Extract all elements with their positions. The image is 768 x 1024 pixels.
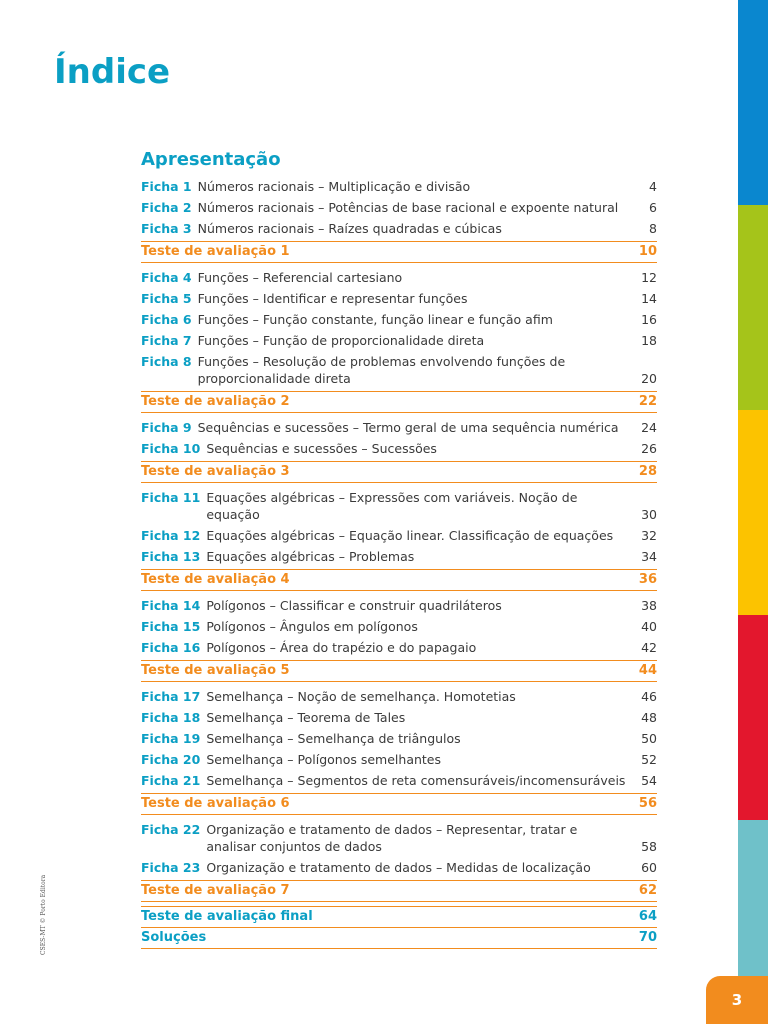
entry-page: 40 <box>641 619 657 634</box>
toc-entry[interactable] <box>141 616 657 637</box>
entry-label: Ficha 22 <box>141 822 201 837</box>
test-label: Teste de avaliação 7 <box>141 883 290 898</box>
entry-title: Semelhança – Segmentos de reta comensuráveis/incomensuráveis <box>206 773 626 788</box>
test-label: Teste de avaliação 6 <box>141 796 290 811</box>
toc-final-entry[interactable] <box>141 928 657 949</box>
toc-test-entry[interactable] <box>141 391 657 413</box>
entry-title: Sequências e sucessões – Termo geral de uma sequência numérica <box>197 420 619 435</box>
toc-entry[interactable] <box>141 749 657 770</box>
entry-title: Números racionais – Raízes quadradas e cúbicas <box>197 221 502 236</box>
entry-label: Ficha 7 <box>141 333 192 348</box>
entry-title: Equações algébricas – Equação linear. Classificação de equações <box>206 528 614 543</box>
toc-test-entry[interactable] <box>141 880 657 902</box>
copyright-note: CSES-MT © Porto Editora <box>40 874 47 955</box>
entry-label: Ficha 23 <box>141 860 201 875</box>
entry-label: Ficha 19 <box>141 731 201 746</box>
entry-label: Ficha 11 <box>141 490 201 505</box>
entry-label: Ficha 15 <box>141 619 201 634</box>
color-bar-green <box>738 205 768 410</box>
color-bar-blue <box>738 0 768 205</box>
toc-entry[interactable] <box>141 770 657 791</box>
final-page: 64 <box>638 909 657 924</box>
entry-page: 52 <box>641 752 657 767</box>
page-number: 3 <box>706 976 768 1024</box>
entry-page: 38 <box>641 598 657 613</box>
entry-title: Sequências e sucessões – Sucessões <box>206 441 437 456</box>
entry-label: Ficha 10 <box>141 441 201 456</box>
entry-label: Ficha 8 <box>141 354 192 369</box>
entry-page: 32 <box>641 528 657 543</box>
color-bar-red <box>738 615 768 820</box>
entry-label: Ficha 5 <box>141 291 192 306</box>
entry-title: Funções – Resolução de problemas envolvendo funções de proporcionalidade direta <box>197 354 566 386</box>
entry-title: Números racionais – Multiplicação e divisão <box>197 179 471 194</box>
entry-page: 16 <box>641 312 657 327</box>
test-page: 10 <box>638 244 657 259</box>
entry-title: Semelhança – Polígonos semelhantes <box>206 752 442 767</box>
entry-title: Funções – Função de proporcionalidade direta <box>197 333 485 348</box>
test-label: Teste de avaliação 5 <box>141 663 290 678</box>
entry-page: 20 <box>641 371 657 386</box>
entry-page: 54 <box>641 773 657 788</box>
entry-label: Ficha 9 <box>141 420 192 435</box>
entry-page: 8 <box>649 221 657 236</box>
entry-title: Polígonos – Classificar e construir quadriláteros <box>206 598 502 613</box>
entry-label: Ficha 1 <box>141 179 192 194</box>
test-page: 44 <box>638 663 657 678</box>
entry-label: Ficha 12 <box>141 528 201 543</box>
entry-label: Ficha 13 <box>141 549 201 564</box>
toc-entry[interactable] <box>141 309 657 330</box>
entry-label: Ficha 20 <box>141 752 201 767</box>
page-title: Índice <box>54 52 171 92</box>
entry-title: Funções – Função constante, função linear e função afim <box>197 312 553 327</box>
entry-title: Semelhança – Teorema de Tales <box>206 710 406 725</box>
entry-title: Semelhança – Semelhança de triângulos <box>206 731 461 746</box>
toc-entry[interactable] <box>141 438 657 459</box>
final-label: Teste de avaliação final <box>141 909 313 924</box>
entry-label: Ficha 16 <box>141 640 201 655</box>
toc-groups <box>141 176 657 902</box>
toc-entry[interactable] <box>141 351 657 389</box>
entry-page: 58 <box>641 839 657 854</box>
toc-entry[interactable] <box>141 546 657 567</box>
entry-label: Ficha 18 <box>141 710 201 725</box>
table-of-contents <box>141 148 657 953</box>
entry-label: Ficha 4 <box>141 270 192 285</box>
toc-entry[interactable] <box>141 857 657 878</box>
test-page: 22 <box>638 394 657 409</box>
test-page: 62 <box>638 883 657 898</box>
entry-title: Equações algébricas – Expressões com variáveis. Noção de equação <box>206 490 578 522</box>
toc-test-entry[interactable] <box>141 241 657 263</box>
entry-page: 24 <box>641 420 657 435</box>
toc-entry[interactable] <box>141 197 657 218</box>
test-label: Teste de avaliação 2 <box>141 394 290 409</box>
entry-page: 42 <box>641 640 657 655</box>
entry-label: Ficha 6 <box>141 312 192 327</box>
entry-page: 30 <box>641 507 657 522</box>
toc-test-entry[interactable] <box>141 793 657 815</box>
entry-label: Ficha 3 <box>141 221 192 236</box>
final-page: 70 <box>638 930 657 945</box>
toc-entry[interactable] <box>141 487 657 525</box>
entry-title: Funções – Identificar e representar funções <box>197 291 468 306</box>
section-title: Apresentação <box>141 149 281 170</box>
entry-page: 60 <box>641 860 657 875</box>
toc-entry[interactable] <box>141 707 657 728</box>
entry-label: Ficha 17 <box>141 689 201 704</box>
toc-entry[interactable] <box>141 686 657 707</box>
test-page: 56 <box>638 796 657 811</box>
entry-title: Organização e tratamento de dados – Representar, tratar e analisar conjuntos de dados <box>206 822 578 854</box>
toc-test-entry[interactable] <box>141 660 657 682</box>
color-bar-yellow <box>738 410 768 615</box>
entry-title: Organização e tratamento de dados – Medidas de localização <box>206 860 591 875</box>
entry-page: 26 <box>641 441 657 456</box>
toc-test-entry[interactable] <box>141 569 657 591</box>
test-label: Teste de avaliação 3 <box>141 464 290 479</box>
toc-entry[interactable] <box>141 819 657 857</box>
entry-title: Equações algébricas – Problemas <box>206 549 415 564</box>
test-label: Teste de avaliação 1 <box>141 244 290 259</box>
entry-label: Ficha 21 <box>141 773 201 788</box>
toc-entry[interactable] <box>141 176 657 197</box>
toc-test-entry[interactable] <box>141 461 657 483</box>
entry-page: 4 <box>649 179 657 194</box>
toc-entry[interactable] <box>141 525 657 546</box>
entry-page: 18 <box>641 333 657 348</box>
entry-title: Polígonos – Ângulos em polígonos <box>206 619 418 634</box>
entry-label: Ficha 2 <box>141 200 192 215</box>
entry-title: Semelhança – Noção de semelhança. Homotetias <box>206 689 516 704</box>
toc-entry[interactable] <box>141 728 657 749</box>
toc-entry[interactable] <box>141 267 657 288</box>
entry-title: Funções – Referencial cartesiano <box>197 270 403 285</box>
test-label: Teste de avaliação 4 <box>141 572 290 587</box>
test-page: 36 <box>638 572 657 587</box>
entry-page: 46 <box>641 689 657 704</box>
toc-entry[interactable] <box>141 218 657 239</box>
toc-final-entry[interactable] <box>141 906 657 928</box>
toc-entry[interactable] <box>141 417 657 438</box>
entry-page: 12 <box>641 270 657 285</box>
color-bar <box>738 0 768 1024</box>
entry-page: 6 <box>649 200 657 215</box>
entry-title: Números racionais – Potências de base racional e expoente natural <box>197 200 619 215</box>
entry-title: Polígonos – Área do trapézio e do papagaio <box>206 640 477 655</box>
toc-entry[interactable] <box>141 595 657 616</box>
test-page: 28 <box>638 464 657 479</box>
entry-page: 34 <box>641 549 657 564</box>
final-label: Soluções <box>141 930 207 945</box>
entry-page: 50 <box>641 731 657 746</box>
toc-finals <box>141 906 657 949</box>
entry-page: 14 <box>641 291 657 306</box>
entry-page: 48 <box>641 710 657 725</box>
entry-label: Ficha 14 <box>141 598 201 613</box>
toc-entry[interactable] <box>141 288 657 309</box>
toc-entry[interactable] <box>141 637 657 658</box>
toc-entry[interactable] <box>141 330 657 351</box>
